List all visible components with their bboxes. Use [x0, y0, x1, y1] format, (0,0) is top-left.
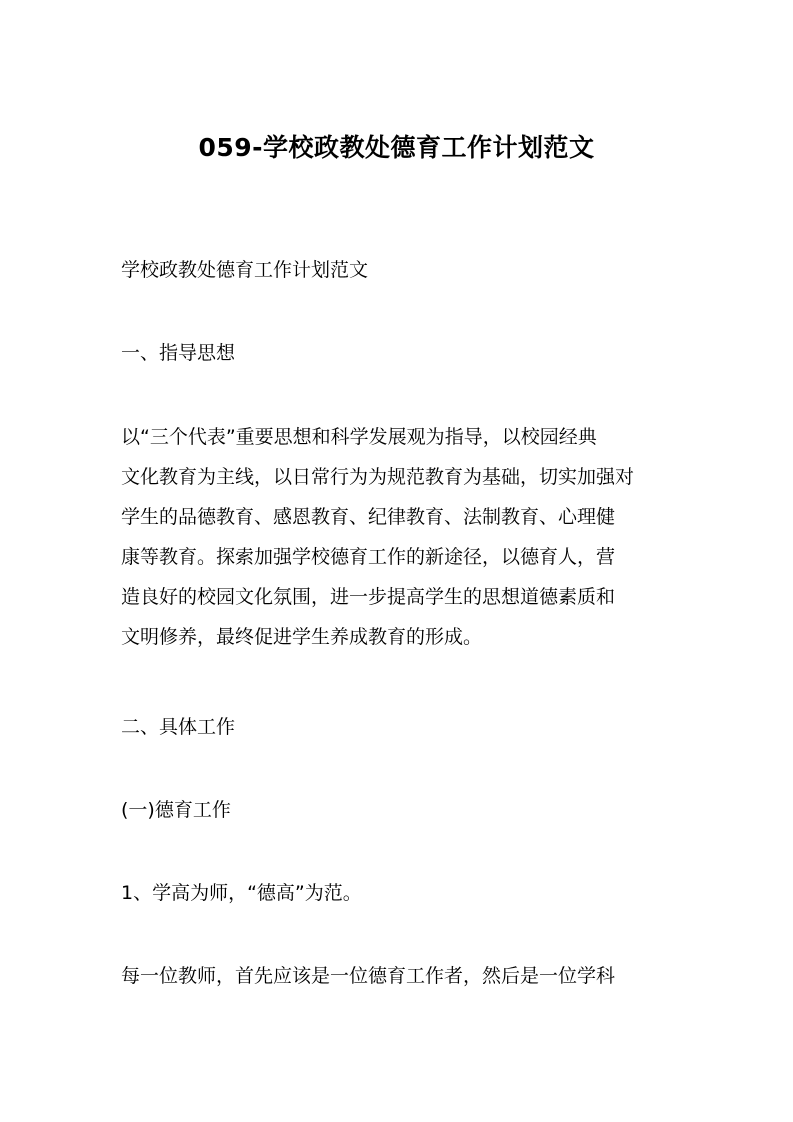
paragraph-line: 康等教育。探索加强学校德育工作的新途径，以德育人，营: [121, 546, 616, 568]
item-heading-1: 1、学高为师，“德高”为范。: [121, 882, 362, 904]
document-subtitle: 学校政教处德育工作计划范文: [121, 259, 369, 281]
document-title: 059-学校政教处德育工作计划范文: [198, 133, 595, 162]
section-heading-guiding-ideology: 一、指导思想: [121, 342, 236, 364]
paragraph-line: 学生的品德教育、感恩教育、纪律教育、法制教育、心理健: [121, 506, 616, 528]
item-paragraph-line: 每一位教师，首先应该是一位德育工作者，然后是一位学科: [121, 965, 616, 987]
paragraph-line: 造良好的校园文化氛围，进一步提高学生的思想道德素质和: [121, 586, 616, 608]
paragraph-line: 文化教育为主线，以日常行为为规范教育为基础，切实加强对: [121, 466, 635, 488]
paragraph-line: 以“三个代表”重要思想和科学发展观为指导，以校园经典: [121, 426, 597, 448]
subsection-heading-moral-education: (一)德育工作: [121, 799, 231, 821]
section-heading-specific-work: 二、具体工作: [121, 716, 236, 738]
guiding-ideology-paragraph: [121, 417, 681, 657]
paragraph-line: 文明修养，最终促进学生养成教育的形成。: [121, 626, 483, 648]
